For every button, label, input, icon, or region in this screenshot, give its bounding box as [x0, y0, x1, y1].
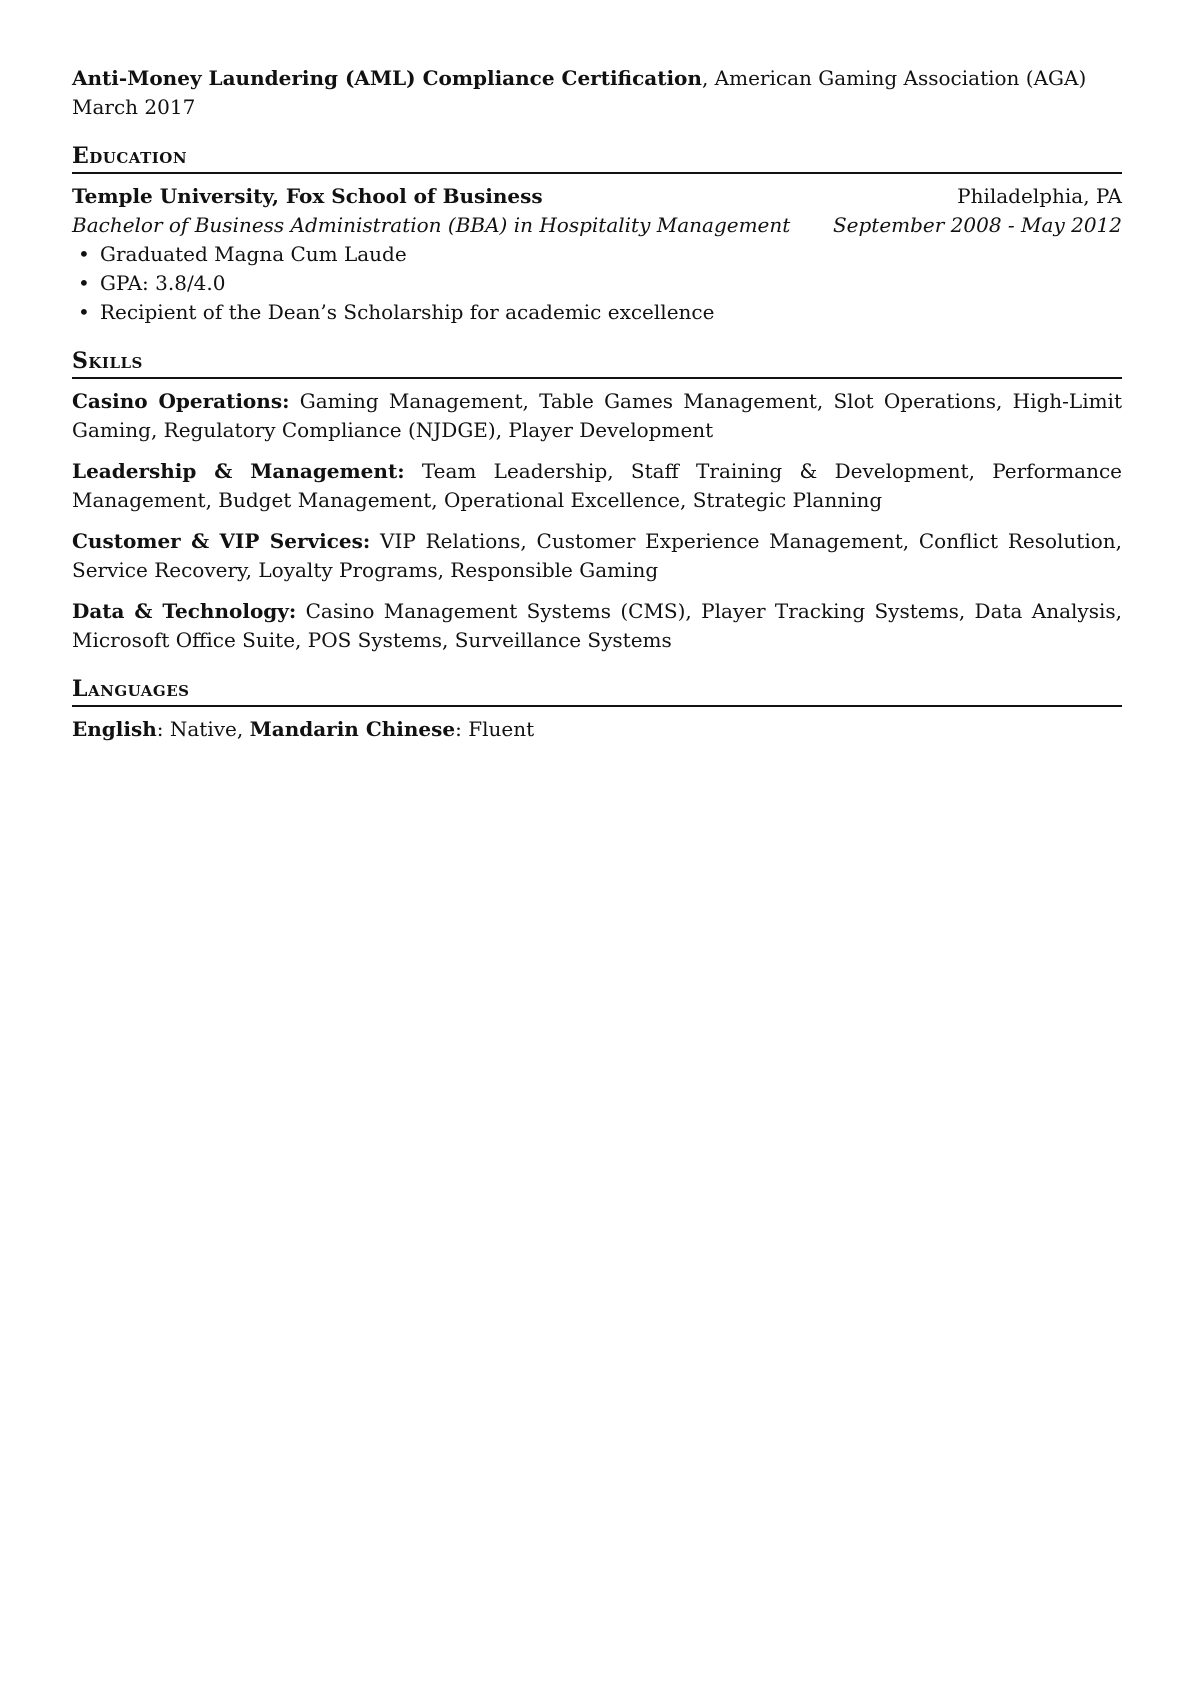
resume-page	[72, 64, 1122, 744]
language-level: Native	[169, 717, 237, 741]
education-school: Temple University, Fox School of Business	[72, 184, 543, 208]
education-heading: Education	[72, 142, 1122, 174]
education-bullets	[72, 240, 1122, 327]
certification-entry	[72, 64, 1122, 122]
language-separator: :	[156, 717, 170, 741]
skill-category-label: Casino Operations:	[72, 389, 290, 413]
language-separator: :	[455, 717, 469, 741]
skill-category-text: VIP Relations, Customer Experience Management, Conflict Resolution, Service Recovery, Loyalty Programs, Responsible Gaming	[72, 529, 1123, 582]
skill-category-text: Gaming Management, Table Games Management, Slot Operations, High-Limit Gaming, Regulatory Compliance (NJDGE), Player Development	[72, 389, 1122, 442]
certification-separator: ,	[701, 66, 715, 90]
languages-line	[72, 715, 1122, 744]
language-delimiter: ,	[236, 717, 250, 741]
language-name: Mandarin Chinese	[249, 717, 456, 741]
education-bullet: • Recipient of the Dean’s Scholarship for academic excellence	[72, 298, 1122, 327]
skill-category-label: Customer & VIP Services:	[72, 529, 371, 553]
education-school-row	[72, 182, 1122, 211]
skill-category-text: Casino Management Systems (CMS), Player Tracking Systems, Data Analysis, Microsoft Office Suite, POS Systems, Surveillance Systems	[72, 599, 1123, 652]
education-bullet: • GPA: 3.8/4.0	[72, 269, 1122, 298]
languages-heading: Languages	[72, 675, 1122, 707]
certification-issuer: American Gaming Association (AGA)	[714, 66, 1087, 90]
skills-heading: Skills	[72, 347, 1122, 379]
education-bullet: • Graduated Magna Cum Laude	[72, 240, 1122, 269]
skill-category	[72, 457, 1122, 515]
language-name: English	[72, 717, 157, 741]
education-dates: September 2008 - May 2012	[832, 213, 1122, 237]
skills-section	[72, 347, 1122, 655]
skill-category	[72, 387, 1122, 445]
skill-category	[72, 527, 1122, 585]
skill-category-label: Leadership & Management:	[72, 459, 405, 483]
skill-category-label: Data & Technology:	[72, 599, 297, 623]
education-location: Philadelphia, PA	[957, 184, 1122, 208]
certification-date: March 2017	[72, 95, 196, 119]
skill-category-text: Team Leadership, Staff Training & Development, Performance Management, Budget Management, Operational Excellence, Strategic Planning	[72, 459, 1122, 512]
certification-name: Anti-Money Laundering (AML) Compliance Certification	[72, 66, 702, 90]
languages-section	[72, 675, 1122, 744]
skill-category	[72, 597, 1122, 655]
language-level: Fluent	[468, 717, 535, 741]
education-degree: Bachelor of Business Administration (BBA) in Hospitality Management	[72, 213, 791, 237]
education-degree-row	[72, 211, 1122, 240]
education-section	[72, 142, 1122, 327]
